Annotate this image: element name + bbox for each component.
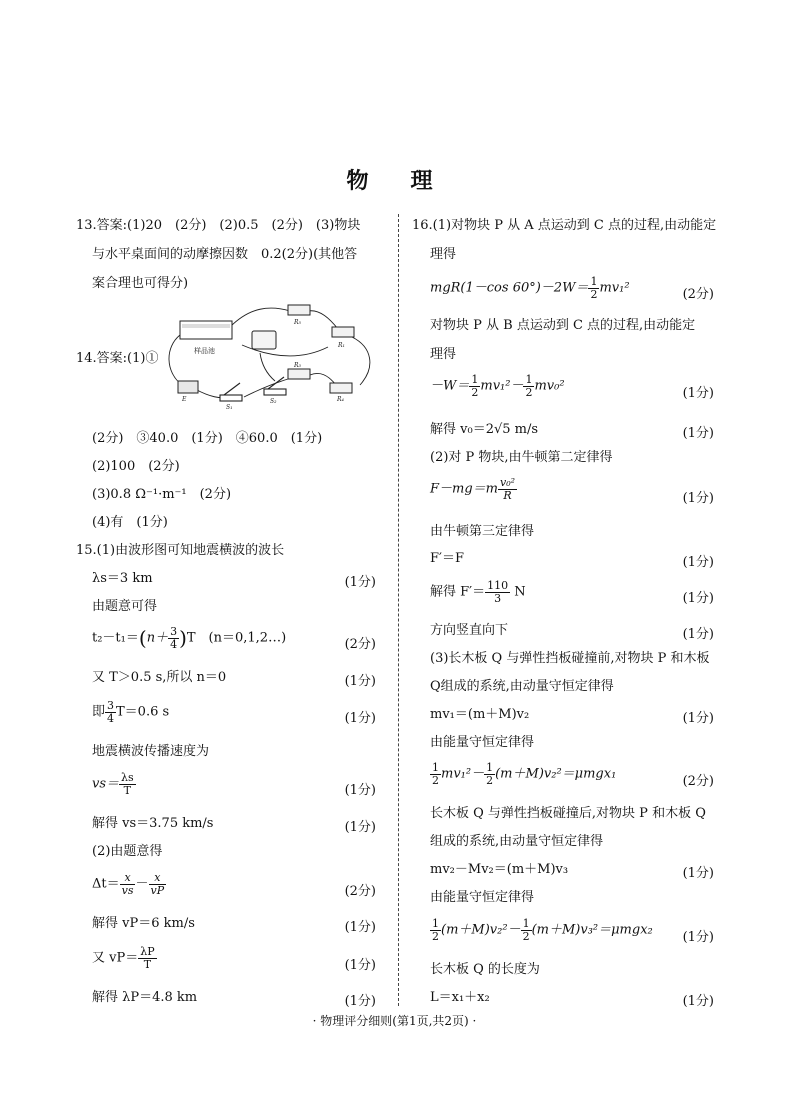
q15-text-2: 地震横波传播速度为 — [92, 744, 210, 759]
q14-line-5: (4)有 (1分) — [92, 515, 168, 530]
page-footer: · 物理评分细则(第1页,共2页) · — [312, 1014, 477, 1028]
q15-e4-num: 3 — [107, 699, 115, 712]
q15-points-8: (1分) — [344, 920, 376, 935]
resistor-r1-icon — [332, 327, 354, 337]
q16-line-2: 理得 — [430, 247, 457, 262]
q15-e2-num: 3 — [170, 625, 178, 638]
q16-line-13: 长木板 Q 的长度为 — [430, 962, 540, 977]
q15-e5-num: λs — [121, 771, 134, 784]
q16-e11-b: (m＋M)v₃²＝μmgx₂ — [531, 922, 653, 938]
q13-line-3: 案合理也可得分) — [92, 276, 189, 291]
resistor-r3-icon — [288, 369, 310, 379]
q16-eq-momentum-2: mv₂－Mv₂＝(m＋M)v₃ — [430, 862, 569, 877]
battery-icon — [178, 381, 198, 393]
switch-s2-icon — [264, 389, 286, 395]
q16-points-3: (1分) — [682, 426, 714, 441]
q16-line-1: 16.(1)对物块 P 从 A 点运动到 C 点的过程,由动能定 — [412, 218, 717, 233]
q16-e9-den2: 2 — [486, 773, 494, 787]
label-r3: R₃ — [294, 362, 301, 369]
q16-line-8: Q组成的系统,由动量守恒定律得 — [430, 679, 614, 694]
q16-e2-num1: 1 — [471, 373, 479, 386]
label-e: E — [182, 396, 187, 403]
q15-text-3: (2)由题意得 — [92, 844, 163, 859]
q16-eq-energy-2 — [430, 918, 653, 942]
q16-e4-den: R — [503, 488, 512, 502]
wire-left — [169, 335, 182, 385]
q15-e9-den: T — [143, 957, 152, 971]
q16-points-1: (2分) — [682, 287, 714, 302]
q16-line-4: 理得 — [430, 347, 457, 362]
q15-e2-a: t₂－t₁＝ — [92, 630, 139, 646]
q15-e5-a: vs＝ — [92, 776, 120, 792]
q15-eq-vs-result: 解得 vs＝3.75 km/s — [92, 816, 214, 831]
q15-e9-num: λP — [140, 945, 155, 958]
label-s2: S₂ — [270, 398, 277, 405]
q16-eq-energy-bc — [430, 374, 565, 398]
q15-intro: 15.(1)由波形图可知地震横波的波长 — [76, 543, 285, 558]
wire-meter — [260, 353, 275, 381]
q16-e1-b: mv₁² — [599, 280, 630, 296]
q16-eq-newton-3: F′＝F — [430, 551, 464, 566]
q15-eq-delta-t: Δt＝ $\frac{x}{vs}$ － $\frac{x}{vP}$ — [92, 871, 165, 897]
q16-eq-newton-2 — [430, 477, 517, 501]
q16-e4-num: v₀² — [500, 476, 516, 489]
q16-e6-b: N — [514, 584, 526, 600]
q15-points-3: (1分) — [344, 674, 376, 689]
q14-line-4: (3)0.8 Ω⁻¹·m⁻¹ (2分) — [92, 487, 232, 502]
q16-e11-num2: 1 — [522, 917, 530, 930]
q15-points-9: (1分) — [344, 958, 376, 973]
q16-eq-direction: 方向竖直向下 — [430, 623, 509, 638]
label-r5: R₅ — [294, 319, 301, 326]
q15-points-7: (2分) — [344, 884, 376, 899]
q15-eq-lambda-p: 解得 λP＝4.8 km — [92, 990, 198, 1005]
q16-e11-num1: 1 — [432, 917, 439, 930]
q16-e2-a: －W＝ — [430, 378, 470, 394]
circuit-diagram — [160, 297, 382, 415]
q14-line-1: 14.答案:(1)① — [76, 351, 159, 366]
q16-e6-num: 110 — [487, 579, 509, 592]
q16-e1-a: mgR(1－cos 60°)－2W＝ — [430, 280, 589, 296]
q16-line-11: 组成的系统,由动量守恒定律得 — [430, 834, 604, 849]
q16-points-11: (1分) — [682, 930, 714, 945]
q15-eq-vp-result: 解得 vP＝6 km/s — [92, 916, 195, 931]
wire-right — [352, 337, 370, 385]
q16-points-8: (1分) — [682, 711, 714, 726]
q16-eq-energy-ac — [430, 276, 630, 300]
q16-eq-momentum-1: mv₁＝(m＋M)v₂ — [430, 707, 530, 722]
q15-eq-speed-s — [92, 772, 136, 796]
q15-points-6: (1分) — [344, 820, 376, 835]
q16-e2-b: mv₁²－ — [480, 378, 524, 394]
q15-points-5: (1分) — [344, 783, 376, 798]
q16-line-3: 对物块 P 从 B 点运动到 C 点的过程,由动能定 — [430, 318, 696, 333]
q15-e2-b: T (n＝0,1,2…) — [186, 630, 287, 646]
q15-e2-den: 4 — [170, 637, 178, 651]
q15-e4-den: 4 — [107, 711, 115, 725]
q16-e1-num: 1 — [590, 275, 598, 288]
q16-points-6: (1分) — [682, 591, 714, 606]
q16-e4-a: F－mg＝m — [430, 481, 498, 497]
q16-points-2: (1分) — [682, 386, 714, 401]
q16-points-7: (1分) — [682, 627, 714, 642]
q16-eq-length: L＝x₁＋x₂ — [430, 990, 490, 1005]
q14-line-2: (2分) ③40.0 (1分) ④60.0 (1分) — [92, 431, 323, 446]
q16-points-12: (1分) — [682, 994, 714, 1009]
q16-points-10: (1分) — [682, 866, 714, 881]
q16-e1-den: 2 — [590, 287, 598, 301]
q16-e11-a: (m＋M)v₂²－ — [441, 922, 521, 938]
q16-e11-den1: 2 — [432, 929, 439, 943]
label-r1: R₁ — [338, 342, 345, 349]
q15-e7-den1: vs — [121, 883, 134, 897]
q15-points-1: (1分) — [344, 575, 376, 590]
q15-points-2: (2分) — [344, 637, 376, 652]
label-s1: S₁ — [226, 404, 233, 411]
resistor-r5-icon — [288, 305, 310, 315]
q16-e2-num2: 1 — [525, 373, 533, 386]
q16-line-12: 由能量守恒定律得 — [430, 890, 535, 905]
q16-e6-den: 3 — [494, 591, 502, 605]
q16-e11-den2: 2 — [522, 929, 530, 943]
q15-e5-den: T — [123, 783, 132, 797]
page-title: 物 理 — [346, 168, 443, 194]
label-r4: R₄ — [337, 396, 344, 403]
q15-e9-a: 又 vP＝ — [92, 950, 139, 966]
q16-e9-num1: 1 — [432, 761, 439, 774]
switch-s1-icon — [220, 395, 242, 401]
q15-eq-wavelength: λs＝3 km — [92, 571, 153, 586]
q15-points-4: (1分) — [344, 711, 376, 726]
q16-points-5: (1分) — [682, 555, 714, 570]
q15-points-10: (1分) — [344, 994, 376, 1009]
q15-eq-period-cond: 又 T＞0.5 s,所以 n＝0 — [92, 670, 227, 685]
q16-e9-num2: 1 — [486, 761, 494, 774]
q15-e4-a: 即 — [92, 704, 106, 720]
resistor-r4-icon — [330, 383, 352, 393]
q14-line-3: (2)100 (2分) — [92, 459, 180, 474]
q16-points-9: (2分) — [682, 774, 714, 789]
q16-line-5: (2)对 P 物块,由牛顿第二定律得 — [430, 450, 613, 465]
q15-e7-den2: vP — [150, 883, 165, 897]
q15-e7-num1: x — [120, 872, 136, 885]
q16-e9-a: mv₁²－ — [441, 766, 485, 782]
column-divider — [398, 214, 399, 1006]
wire-top-left — [230, 308, 290, 327]
sample-cell — [180, 321, 232, 355]
q16-line-7: (3)长木板 Q 与弹性挡板碰撞前,对物块 P 和木板 — [430, 651, 710, 666]
q16-eq-energy-1 — [430, 762, 616, 786]
q15-e7-a: Δt＝ — [92, 876, 120, 892]
q16-points-4: (1分) — [682, 491, 714, 506]
meter-icon — [252, 331, 276, 349]
q16-line-9: 由能量守恒定律得 — [430, 735, 535, 750]
q16-line-10: 长木板 Q 与弹性挡板碰撞后,对物块 P 和木板 Q — [430, 806, 706, 821]
q16-e9-den1: 2 — [432, 773, 439, 787]
sample-cell-label: 样品池 — [194, 347, 215, 355]
q15-text-1: 由题意可得 — [92, 599, 158, 614]
q15-eq-time: t₂－t₁＝(n＋ $\frac{3}{4}$ )T (n＝0,1,2…) — [92, 625, 287, 651]
q16-e6-a: 解得 F′＝ — [430, 584, 486, 600]
q13-line-1: 13.答案:(1)20 (2分) (2)0.5 (2分) (3)物块 — [76, 218, 361, 233]
q15-e2-n: n＋ — [146, 630, 169, 646]
q16-e2-den1: 2 — [471, 385, 479, 399]
q16-e2-den2: 2 — [525, 385, 533, 399]
q16-eq-v0: 解得 v₀＝2√5 m/s — [430, 422, 539, 437]
q13-line-2: 与水平桌面间的动摩擦因数 0.2(2分)(其他答 — [92, 247, 358, 262]
q15-e7-num2: x — [149, 872, 167, 885]
q15-eq-vp — [92, 946, 157, 970]
q15-e4-b: T＝0.6 s — [116, 704, 170, 720]
q16-e2-c: mv₀² — [534, 378, 565, 394]
wire-top-right — [308, 311, 338, 329]
q15-eq-period — [92, 700, 169, 724]
q16-e9-b: (m＋M)v₂²＝μmgx₁ — [495, 766, 617, 782]
q16-line-6: 由牛顿第三定律得 — [430, 524, 535, 539]
q16-eq-force — [430, 580, 526, 604]
